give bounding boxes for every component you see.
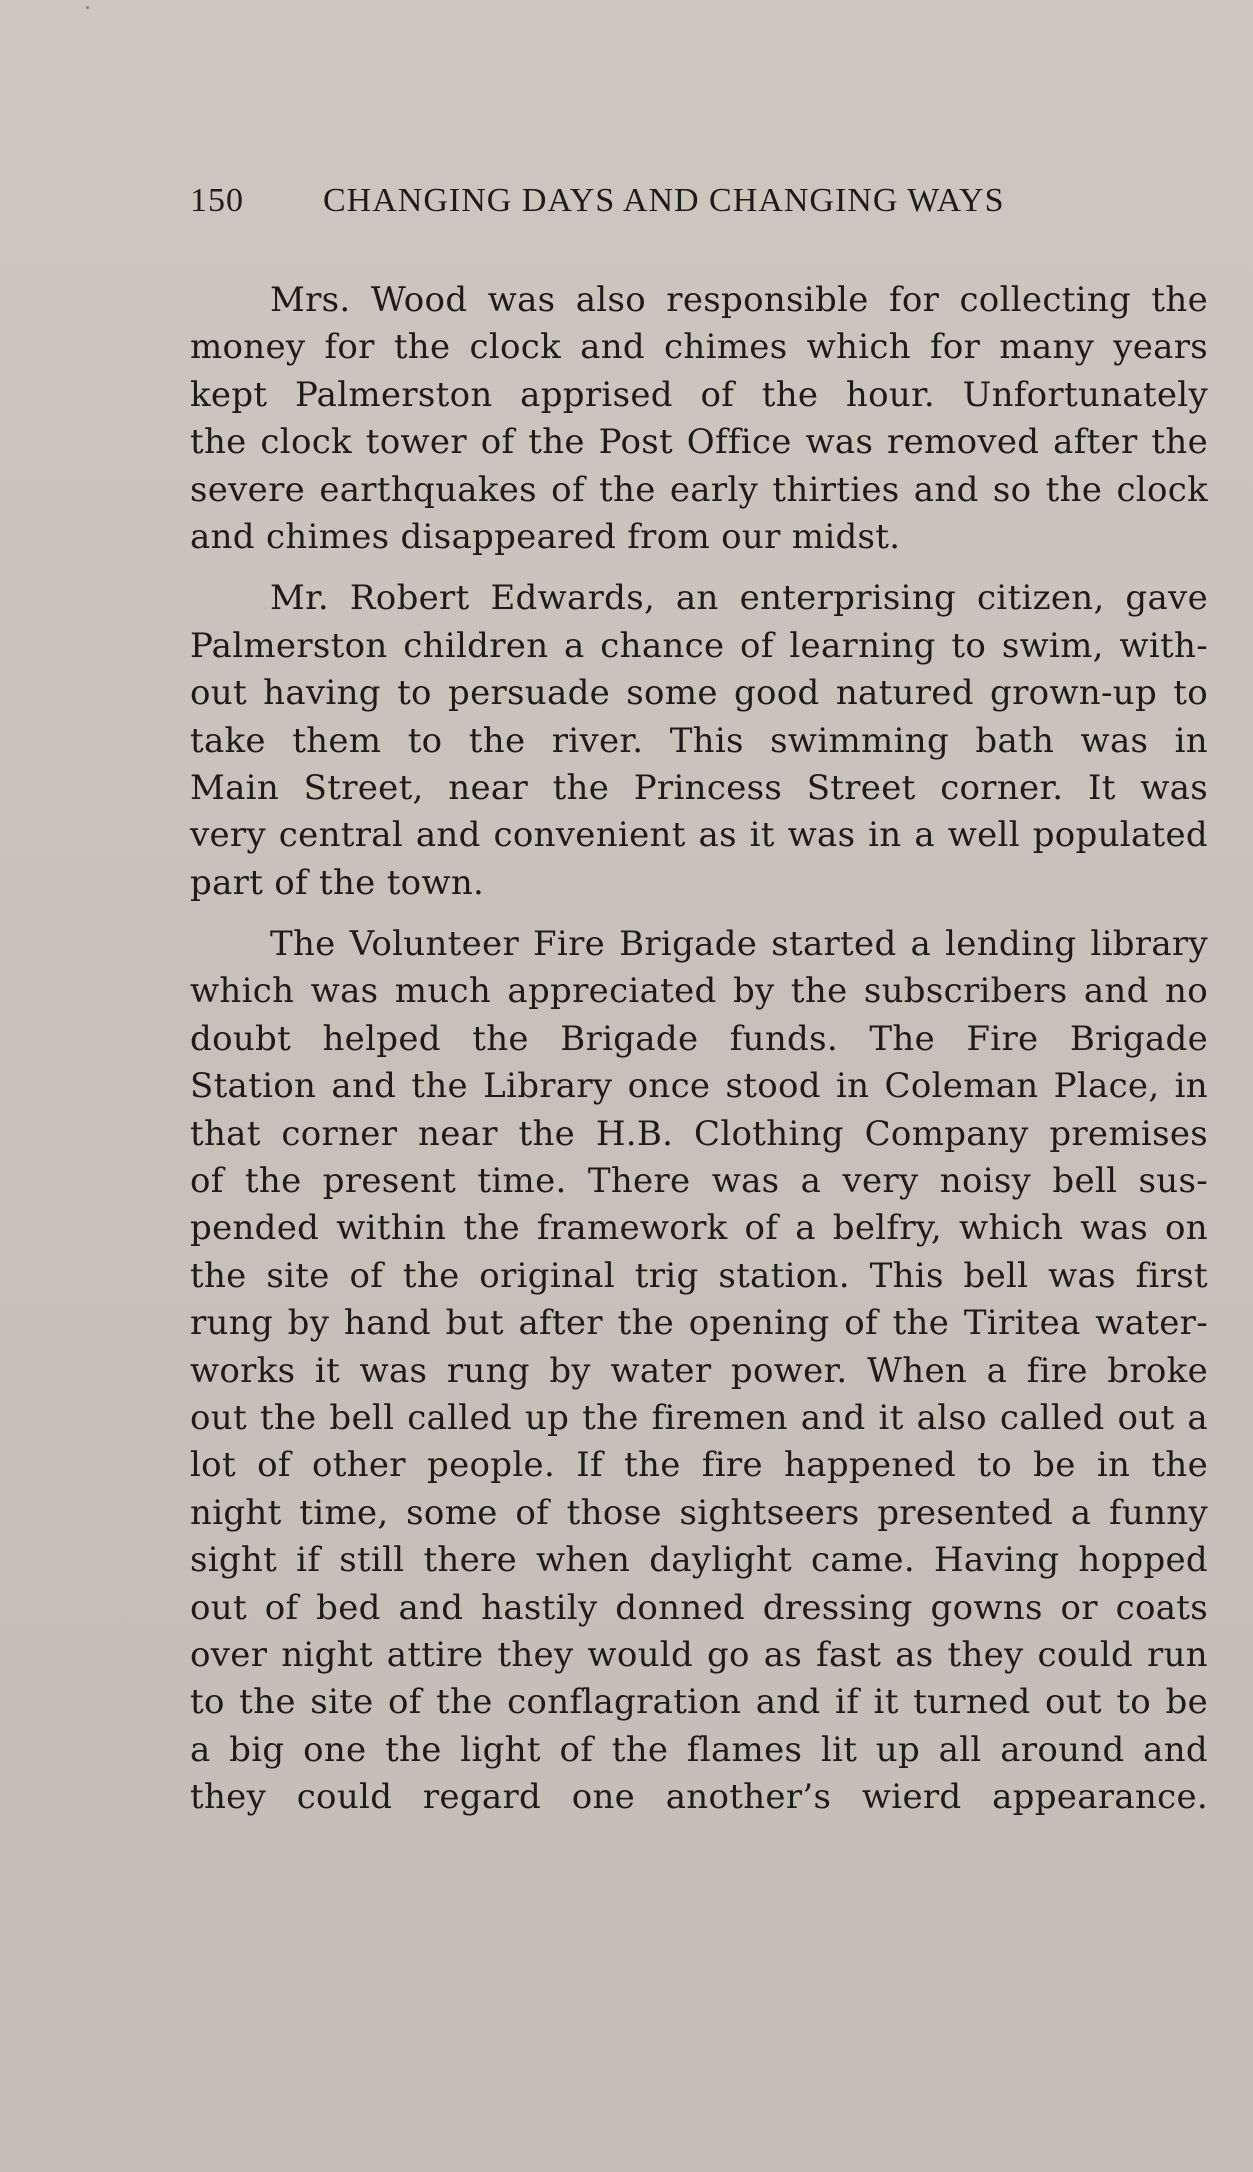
text-line: the clock tower of the Post Office was removed after the — [190, 422, 1208, 463]
text-line: severe earthquakes of the early thirties and so the clock — [190, 469, 1208, 510]
body-text — [190, 277, 1208, 1836]
text-line: of the present time. There was a very noisy bell sus- — [190, 1161, 1208, 1202]
page-number: 150 — [190, 182, 244, 219]
text-line: night time, some of those sightseers presented a funny — [190, 1492, 1208, 1533]
text-line: very central and convenient as it was in a well populated — [190, 815, 1208, 856]
text-line: to the site of the conflagration and if it turned out to be — [190, 1682, 1208, 1723]
paragraph — [190, 277, 1208, 561]
text-line: kept Palmerston apprised of the hour. Unfortunately — [190, 374, 1208, 415]
page-header — [190, 182, 1090, 232]
text-line: which was much appreciated by the subscribers and no — [190, 971, 1208, 1012]
text-line: lot of other people. If the fire happened to be in the — [190, 1445, 1208, 1486]
text-line: part of the town. — [190, 862, 485, 903]
text-line: and chimes disappeared from our midst. — [190, 516, 901, 557]
text-line: take them to the river. This swimming bath was in — [190, 720, 1208, 761]
text-line: sight if still there when daylight came. Having hopped — [190, 1540, 1208, 1581]
text-line: out having to persuade some good natured grown-up to — [190, 673, 1208, 714]
text-line: pended within the framework of a belfry, which was on — [190, 1208, 1208, 1249]
paper-speck — [86, 6, 89, 9]
text-line: the site of the original trig station. This bell was first — [190, 1255, 1208, 1296]
text-line: they could regard one another’s wierd appearance. — [190, 1777, 1208, 1818]
text-line: The Volunteer Fire Brigade started a lending library — [270, 924, 1208, 965]
text-line: Palmerston children a chance of learning to swim, with- — [190, 625, 1208, 666]
text-line: works it was rung by water power. When a fire broke — [190, 1350, 1208, 1391]
text-line: out of bed and hastily donned dressing gowns or coats — [190, 1587, 1208, 1628]
paragraph — [190, 921, 1208, 1821]
text-line: Mr. Robert Edwards, an enterprising citizen, gave — [270, 578, 1208, 619]
text-line: money for the clock and chimes which for many years — [190, 327, 1208, 368]
text-line: rung by hand but after the opening of the Tiritea water- — [190, 1303, 1208, 1344]
text-line: a big one the light of the flames lit up all around and — [190, 1729, 1208, 1770]
text-line: out the bell called up the firemen and it also called out a — [190, 1397, 1208, 1438]
text-line: doubt helped the Brigade funds. The Fire Brigade — [190, 1018, 1208, 1059]
text-line: over night attire they would go as fast as they could run — [190, 1634, 1208, 1675]
text-line: Mrs. Wood was also responsible for collecting the — [270, 280, 1208, 320]
text-line: Station and the Library once stood in Coleman Place, in — [190, 1066, 1208, 1107]
running-head: CHANGING DAYS AND CHANGING WAYS — [323, 182, 1005, 219]
text-line: that corner near the H.B. Clothing Company premises — [190, 1113, 1208, 1154]
text-line: Main Street, near the Princess Street corner. It was — [190, 767, 1208, 808]
paragraph — [190, 575, 1208, 907]
